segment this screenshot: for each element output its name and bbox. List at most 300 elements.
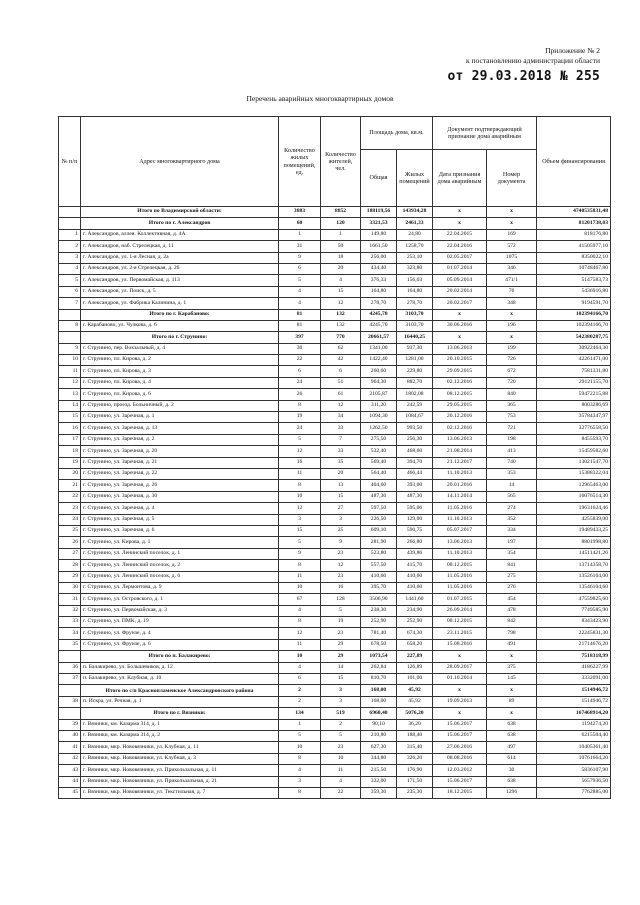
row-number: 45 [59,787,81,798]
residents-cell: 19 [321,617,361,628]
address-cell: г. Александров, ул. 2-я Стрелецкая, д. 26 [81,263,279,274]
premises-cell: 4 [279,605,321,616]
area-total-cell: 168,00 [361,685,397,696]
address-cell: г. Струнино, ул. Заречная, д. 6 [81,525,279,536]
address-cell: г. Струнино, пер. Вокзальный, д. 4 [81,343,279,354]
funding-cell: 5436916,80 [537,286,611,297]
residents-cell: 770 [321,332,361,343]
premises-cell: 8 [279,560,321,571]
table-row [59,366,611,377]
premises-cell: 12 [279,628,321,639]
premises-cell: 8 [279,480,321,491]
doc-date-cell: 20.10.2015 [433,355,487,366]
area-total-cell: 532,40 [361,446,397,457]
doc-date-cell: 29.05.2015 [433,400,487,411]
area-living-cell: 323,80 [397,263,433,274]
doc-number-cell: 1075 [487,252,537,263]
doc-date-cell: 26.09.2014 [433,605,487,616]
row-number: 4 [59,263,81,274]
area-living-cell: 176,90 [397,765,433,776]
doc-number-cell: 497 [487,742,537,753]
row-number: 18 [59,446,81,457]
doc-date-cell: 11.10.2013 [433,514,487,525]
row-number: 34 [59,628,81,639]
table-row [59,377,611,388]
table-row [59,696,611,707]
row-number: 23 [59,503,81,514]
residents-cell: 12 [321,400,361,411]
premises-cell: 22 [279,355,321,366]
table-row [59,594,611,605]
area-living-cell: 1802,08 [397,389,433,400]
row-number: 39 [59,719,81,730]
area-living-cell: 658,20 [397,639,433,650]
doc-number-cell: 720 [487,377,537,388]
residents-cell: 3 [321,696,361,707]
row-number: 25 [59,525,81,536]
col-premises-header: Количество жилых помещений, ед. [279,117,321,207]
table-row [59,776,611,787]
doc-number-cell: 753 [487,412,537,423]
premises-cell: 3883 [279,207,321,218]
row-number: 15 [59,412,81,423]
area-living-cell: 234,90 [397,605,433,616]
address-cell: г. Струнино, ул. Лермонтова, д. 9 [81,582,279,593]
col-address-header: Адрес многоквартирного дома [81,117,279,207]
residents-cell: 5 [321,730,361,741]
residents-cell: 6 [321,366,361,377]
residents-cell: 34 [321,412,361,423]
funding-cell: 13021547,70 [537,457,611,468]
table-row [59,753,611,764]
residents-cell: 1 [321,229,361,240]
table-row [59,241,611,252]
funding-cell: 7762885,00 [537,787,611,798]
funding-cell: 5836107,90 [537,765,611,776]
residents-cell: 62 [321,343,361,354]
doc-date-cell: 11.05.2016 [433,503,487,514]
row-number: 2 [59,241,81,252]
area-living-cell: 36,20 [397,719,433,730]
area-total-cell: 210,80 [361,730,397,741]
doc-number-cell: x [487,708,537,719]
funding-cell: 7581331,80 [537,366,611,377]
doc-date-cell: 14.11.2014 [433,491,487,502]
funding-cell: 22245831,30 [537,628,611,639]
address-cell: г. Струнино, пл. Кирова, д. 2 [81,355,279,366]
residents-cell: 12 [321,298,361,309]
area-total-cell: 1262,50 [361,423,397,434]
residents-cell: 4 [321,275,361,286]
doc-number-cell: 199 [487,343,537,354]
premises-cell: 67 [279,594,321,605]
row-number: 31 [59,594,81,605]
residents-cell: 61 [321,389,361,400]
total-row [59,309,611,320]
area-total-cell: 332,00 [361,776,397,787]
premises-cell: 8 [279,787,321,798]
premises-cell: 10 [279,651,321,662]
residents-cell: 50 [321,241,361,252]
doc-date-cell: 21.08.2014 [433,446,487,457]
funding-cell: 16076514,30 [537,491,611,502]
row-number: 14 [59,400,81,411]
funding-cell: 41505977,10 [537,241,611,252]
doc-number-cell: 726 [487,355,537,366]
row-number: 13 [59,389,81,400]
premises-cell: 60 [279,218,321,229]
address-cell: г. Вязники, мкр. Нововязники, ул. Клубная, д. 3 [81,753,279,764]
area-living-cell: 227,89 [397,651,433,662]
col-doc-num-header: Номер документа [487,150,537,207]
table-row [59,503,611,514]
doc-number-cell: x [487,651,537,662]
address-cell: г. Александров, наб. Стрелецкая, д. 11 [81,241,279,252]
doc-number-cell: 274 [487,503,537,514]
total-row [59,651,611,662]
funding-cell: 102394166,70 [537,309,611,320]
table-row [59,582,611,593]
address-cell: г. Александров, аллея. Коллективная, д. 4А [81,229,279,240]
doc-date-cell: 02.12.2016 [433,423,487,434]
doc-number-cell: 169 [487,229,537,240]
funding-cell: 10761664,20 [537,753,611,764]
premises-cell: 15 [279,525,321,536]
row-number: 6 [59,286,81,297]
funding-cell: 59472215,88 [537,389,611,400]
row-number: 12 [59,377,81,388]
doc-date-cell: 13.06.2013 [433,434,487,445]
address-cell: г. Струнино, ул. Ленинский поселок, д. 2 [81,560,279,571]
residents-cell: 5 [321,605,361,616]
doc-date-cell: 02.12.2016 [433,377,487,388]
doc-number-cell: x [487,207,537,218]
residents-cell: 12 [321,560,361,571]
area-total-cell: 410,60 [361,571,397,582]
doc-number-cell: 346 [487,263,537,274]
address-cell: п. Балакирево, ул. Большевиков, д. 12 [81,662,279,673]
area-total-cell: 226,50 [361,514,397,525]
area-total-cell: 564,40 [361,468,397,479]
residents-cell: 25 [321,525,361,536]
premises-cell: 16 [279,457,321,468]
doc-number-cell: 840 [487,389,537,400]
area-living-cell: 468,60 [397,446,433,457]
funding-cell: 8801998,80 [537,537,611,548]
address-cell: г. Александров, ул. 1-я Лесная, д. 2а [81,252,279,263]
area-living-cell: 674,30 [397,628,433,639]
residents-cell: 15 [321,491,361,502]
table-body [59,207,611,799]
premises-cell: 8 [279,400,321,411]
area-total-cell: 609,10 [361,525,397,536]
row-number: 24 [59,514,81,525]
row-number: 3 [59,252,81,263]
funding-cell: 1514946,72 [537,685,611,696]
row-number: 26 [59,537,81,548]
doc-date-cell: 20.02.2017 [433,298,487,309]
table-row [59,275,611,286]
doc-date-cell: 20.12.2016 [433,412,487,423]
residents-cell: 23 [321,628,361,639]
premises-cell: 4 [279,662,321,673]
funding-cell: 81201738,03 [537,218,611,229]
funding-cell: 6215504,40 [537,730,611,741]
funding-cell: 19631624,46 [537,503,611,514]
area-living-cell: 156,03 [397,275,433,286]
address-cell: г. Струнино, ул. Фрунзе, д. 4 [81,628,279,639]
residents-cell: 3 [321,514,361,525]
doc-number-cell: 638 [487,776,537,787]
table-row [59,765,611,776]
premises-cell: 30 [279,343,321,354]
area-total-cell: 149,80 [361,229,397,240]
premises-cell: 11 [279,468,321,479]
area-total-cell: 3321,53 [361,218,397,229]
table-row [59,389,611,400]
area-living-cell: 1258,70 [397,241,433,252]
area-living-cell: 1441,60 [397,594,433,605]
address-cell: г. Карабаново, ул. Чулкова, д. 6 [81,320,279,331]
funding-cell: 10748467,80 [537,263,611,274]
row-number [59,685,81,696]
funding-cell: 8350022,10 [537,252,611,263]
area-total-cell: 395,70 [361,582,397,593]
residents-cell: 16 [321,582,361,593]
premises-cell: 2 [279,685,321,696]
doc-number-cell: 638 [487,719,537,730]
area-living-cell: 1084,67 [397,412,433,423]
col-area-living-header: Жилых помещений [397,150,433,207]
funding-cell: 1194274,20 [537,719,611,730]
doc-number-cell: 572 [487,241,537,252]
area-living-cell: 164,80 [397,286,433,297]
funding-cell: 13546104,60 [537,582,611,593]
doc-number-cell: 198 [487,434,537,445]
table-row [59,468,611,479]
premises-cell: 19 [279,412,321,423]
area-total-cell: 359,30 [361,787,397,798]
doc-number-cell: 89 [487,696,537,707]
row-number: 28 [59,560,81,571]
area-living-cell: 266,80 [397,537,433,548]
premises-cell: 12 [279,503,321,514]
doc-number-cell: 30 [487,765,537,776]
address-cell: г. Струнино, ул. Островского, д. 1 [81,594,279,605]
row-number: 42 [59,753,81,764]
premises-cell: 11 [279,571,321,582]
funding-cell: 1514946,72 [537,696,611,707]
funding-cell: 10405361,40 [537,742,611,753]
area-living-cell: 171,50 [397,776,433,787]
area-total-cell: 4245,70 [361,320,397,331]
address-cell: г. Струнино, ул. Заречная, д. 5 [81,514,279,525]
premises-cell: 8 [279,617,321,628]
area-living-cell: 45,92 [397,685,433,696]
total-row [59,207,611,218]
row-number [59,309,81,320]
table-row [59,674,611,685]
doc-date-cell: 08.12.2015 [433,617,487,628]
table-row [59,298,611,309]
funding-cell: 13714358,70 [537,560,611,571]
area-living-cell: 256,30 [397,434,433,445]
premises-cell: 81 [279,309,321,320]
residents-cell: 23 [321,742,361,753]
funding-cell: 30922464,30 [537,343,611,354]
residents-cell: 42 [321,355,361,366]
address-cell: Итого по г. Струнино: [81,332,279,343]
col-doc-group-header: Документ подтверждающий признание дома аварийным [433,117,537,150]
table-row [59,457,611,468]
doc-number-cell: 348 [487,298,537,309]
doc-date-cell: 05.09.2014 [433,275,487,286]
area-living-cell: 590,75 [397,525,433,536]
table-row [59,229,611,240]
table-row [59,628,611,639]
area-living-cell: 24,80 [397,229,433,240]
doc-date-cell: 15.06.2017 [433,730,487,741]
address-cell: г. Струнино, ул. Заречная, д. 30 [81,491,279,502]
area-total-cell: 260,60 [361,366,397,377]
address-cell: п. Искра, ул. Речная, д. 1 [81,696,279,707]
area-total-cell: 1422,40 [361,355,397,366]
area-living-cell: 993,50 [397,423,433,434]
doc-number-cell: 334 [487,525,537,536]
funding-cell: 13526104,00 [537,571,611,582]
residents-cell: 132 [321,320,361,331]
doc-date-cell: 21.12.2017 [433,457,487,468]
doc-date-cell: x [433,309,487,320]
row-number: 5 [59,275,81,286]
premises-cell: 5 [279,730,321,741]
address-cell: Итого по г. Вязники: [81,708,279,719]
funding-cell: 542380287,75 [537,332,611,343]
doc-date-cell: 15.08.2016 [433,639,487,650]
row-number [59,651,81,662]
doc-number-cell: x [487,332,537,343]
area-living-cell: 315,40 [397,742,433,753]
area-total-cell: 164,80 [361,286,397,297]
area-living-cell: 3103,70 [397,309,433,320]
premises-cell: 26 [279,389,321,400]
doc-date-cell: 29.09.2015 [433,366,487,377]
doc-date-cell: x [433,708,487,719]
area-total-cell: 262,84 [361,662,397,673]
doc-date-cell: 05.07.2017 [433,525,487,536]
doc-date-cell: 11.05.2016 [433,582,487,593]
page-title: Перечень аварийных многоквартирных домов [246,94,394,103]
doc-number-cell: 353 [487,468,537,479]
premises-cell: 4 [279,765,321,776]
residents-cell: 519 [321,708,361,719]
area-total-cell: 275,50 [361,434,397,445]
area-total-cell: 20661,57 [361,332,397,343]
doc-date-cell: 20.01.2016 [433,480,487,491]
residents-cell: 22 [321,787,361,798]
row-number [59,207,81,218]
doc-date-cell: 01.07.2014 [433,263,487,274]
table-row [59,343,611,354]
row-number [59,332,81,343]
residents-cell: 20 [321,468,361,479]
residents-cell: 20 [321,263,361,274]
address-cell: г. Струнино, ул. Кирова, д. 1 [81,537,279,548]
funding-cell: 167468914,20 [537,708,611,719]
doc-number-cell: 196 [487,320,537,331]
row-number: 20 [59,468,81,479]
premises-cell: 1 [279,719,321,730]
doc-date-cell: 02.05.2017 [433,252,487,263]
col-area-group-header: Площадь дома, кв.м. [361,117,433,150]
table-row [59,742,611,753]
table-row [59,730,611,741]
area-living-cell: 45,92 [397,696,433,707]
table-row [59,639,611,650]
col-doc-date-header: Дата признания дома аварийным [433,150,487,207]
funding-cell: 7518318,99 [537,651,611,662]
area-total-cell: 2105,87 [361,389,397,400]
residents-cell: 29 [321,639,361,650]
area-total-cell: 569,40 [361,457,397,468]
residents-cell: 29 [321,651,361,662]
row-number: 27 [59,548,81,559]
premises-cell: 6 [279,366,321,377]
area-total-cell: 678,50 [361,639,397,650]
residents-cell: 15 [321,674,361,685]
address-cell: г. Александров, ул. Поиск, д. 5 [81,286,279,297]
doc-number-cell: 841 [487,560,537,571]
address-cell: Итого по с/п Краснопламенское Александровского района [81,685,279,696]
doc-number-cell: 14 [487,480,537,491]
address-cell: г. Вязники, мкр. Нововязники, ул. Прикользальная, д. 11 [81,765,279,776]
row-number: 1 [59,229,81,240]
row-number: 41 [59,742,81,753]
premises-cell: 6 [279,674,321,685]
table-row [59,491,611,502]
funding-cell: 8343423,90 [537,617,611,628]
residents-cell: 11 [321,765,361,776]
residents-cell: 128 [321,594,361,605]
residents-cell: 51 [321,377,361,388]
row-number: 21 [59,480,81,491]
area-living-cell: 101,00 [397,674,433,685]
area-living-cell: 394,70 [397,457,433,468]
row-number: 11 [59,366,81,377]
area-total-cell: 3506,90 [361,594,397,605]
funding-cell: 818176,80 [537,229,611,240]
residents-cell: 33 [321,423,361,434]
funding-cell: 4186227,99 [537,662,611,673]
funding-cell: 8455593,70 [537,434,611,445]
area-total-cell: 252,90 [361,617,397,628]
residents-cell: 9 [321,537,361,548]
funding-cell: 4255839,00 [537,514,611,525]
address-cell: г. Струнино, ул. Ленинский поселок, д. 6 [81,571,279,582]
address-cell: г. Вязники, км. Казарма 314, д. 2 [81,730,279,741]
area-living-cell: 410,60 [397,582,433,593]
area-living-cell: 129,00 [397,514,433,525]
funding-cell: 5147583,73 [537,275,611,286]
premises-cell: 10 [279,742,321,753]
address-cell: г. Струнино, ул. ПМК, д. 19 [81,617,279,628]
area-total-cell: 781,40 [361,628,397,639]
area-living-cell: 937,30 [397,343,433,354]
table-row [59,514,611,525]
area-total-cell: 168,00 [361,696,397,707]
area-total-cell: 810,70 [361,674,397,685]
residents-cell: 7 [321,434,361,445]
